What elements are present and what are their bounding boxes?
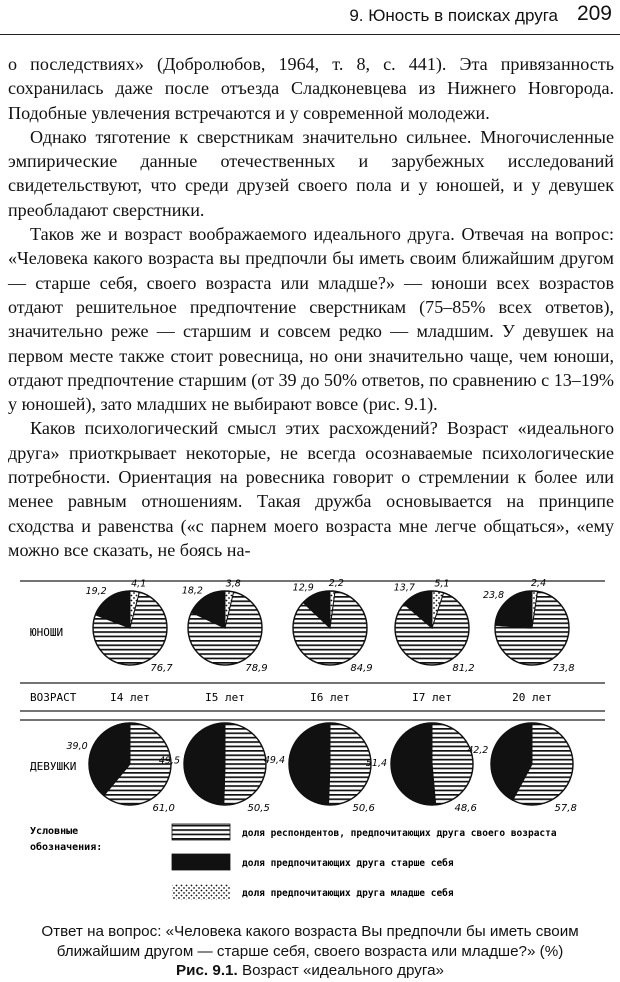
paragraph: Каков психологический смысл этих расхождений? Возраст «идеального друга» приоткрывает некоторые, не всегда осознаваемые психологические потребности. Ориентация на ровесника говорит о стремлении к более или менее равным отношениям. Такая дружба основывается на принципе сходства и равенства («с парнем моего возраста мне легче общаться», «ему можно все сказать, не боясь на- xyxy=(8,418,614,560)
paragraph: Таков же и возраст воображаемого идеального друга. Отвечая на вопрос: «Человека какого возраста вы предпочли бы иметь своим ближайшим другом — старше себя, своего возраста или младше?» — юноши всех возрастов отдают решительное предпочтение сверстникам (75–85% всех ответов), значительно реже — старшим и совсем редко — младшим. У девушек на первом месте также стоит ровесница, но они значительно чаще, чем юноши, отдают предпочтение старшим (от 39 до 50% ответов, по сравнению с 13–19% у юношей), зато младших не выбирают вовсе (рис. 9.1). xyxy=(8,224,614,415)
value-label-older: 51,4 xyxy=(365,757,388,769)
figure-label: Рис. 9.1. xyxy=(176,962,238,979)
pie-slice-same-age xyxy=(432,723,473,805)
legend-swatch-dotted xyxy=(172,884,230,900)
age-label: I7 лет xyxy=(412,691,452,704)
age-row-label: ВОЗРАСТ xyxy=(30,691,77,704)
value-label-older: 39,0 xyxy=(66,740,88,752)
value-label-same: 50,5 xyxy=(247,803,270,814)
caption-line: ближайшим другом — старше себя, своего возраста или младше?» (%) xyxy=(56,942,564,960)
age-label: I6 лет xyxy=(310,691,350,704)
running-title: 9. Юность в поисках друга xyxy=(349,6,558,25)
legend-title: обозначения: xyxy=(30,842,103,853)
figure-caption xyxy=(0,922,620,981)
value-label-older: 49,4 xyxy=(263,755,286,767)
paragraph: Однако тяготение к сверстникам значительно сильнее. Многочисленные эмпирические данные отечественных и зарубежных исследований свидетельствуют, что среди друзей своего пола и у юношей, и у девушек преобладают сверстники. xyxy=(8,126,614,220)
value-label-older: 19,2 xyxy=(85,586,107,598)
value-label-younger: 5,1 xyxy=(434,578,450,590)
pie-slice-older xyxy=(184,723,225,805)
value-label-older: 13,7 xyxy=(393,582,415,594)
pie-slice-same-age xyxy=(224,723,266,805)
value-label-younger: 2,4 xyxy=(531,578,547,590)
value-label-same: 48,6 xyxy=(454,803,477,814)
page-number: 209 xyxy=(576,2,612,25)
row-label-boys: ЮНОШИ xyxy=(30,626,64,639)
pie-slice-older xyxy=(289,723,330,805)
legend-label: доля респондентов, предпочитающих друга своего возраста xyxy=(242,828,557,839)
age-label: I5 лет xyxy=(205,691,245,704)
legend-swatch-striped xyxy=(172,824,230,840)
value-label-older: 12,9 xyxy=(292,582,314,594)
paragraph: о последствиях» (Добролюбов, 1964, т. 8, с. 441). Эта привязанность сохранилась даже после отъезда Сладконевцева из Нижнего Новгорода. Подобные увлечения встречаются и у современной молодежи. xyxy=(8,54,614,123)
legend-label: доля предпочитающих друга младше себя xyxy=(242,888,454,899)
value-label-same: 84,9 xyxy=(350,663,373,674)
age-label: 20 лет xyxy=(512,691,552,704)
caption-title xyxy=(0,961,620,981)
value-label-same: 78,9 xyxy=(245,663,268,674)
value-label-younger: 3,8 xyxy=(225,578,241,590)
value-label-same: 76,7 xyxy=(150,663,173,674)
header-rule xyxy=(0,34,620,35)
legend-label: доля предпочитающих друга старше себя xyxy=(242,858,454,869)
value-label-older: 23,8 xyxy=(482,589,505,601)
row-label-girls: ДЕВУШКИ xyxy=(30,760,77,773)
figure-9-1 xyxy=(0,574,620,919)
running-header xyxy=(0,0,620,34)
legend-swatch-black xyxy=(172,854,230,870)
value-label-older: 49,5 xyxy=(158,755,181,767)
value-label-same: 61,0 xyxy=(152,803,175,814)
body-text xyxy=(8,52,614,562)
figure-title: Возраст «идеального друга» xyxy=(241,962,444,979)
pie-slice-same-age xyxy=(328,723,371,805)
value-label-same: 81,2 xyxy=(452,663,475,674)
pie-slice-older xyxy=(391,723,436,805)
value-label-older: 18,2 xyxy=(181,585,203,597)
value-label-same: 50,6 xyxy=(352,803,375,814)
pie-chart-figure xyxy=(0,574,620,919)
legend-title: Условные xyxy=(30,826,79,837)
value-label-same: 57,8 xyxy=(554,803,577,814)
value-label-younger: 4,1 xyxy=(131,578,147,590)
caption-line: Ответ на вопрос: «Человека какого возраста Вы предпочли бы иметь своим xyxy=(41,923,579,940)
value-label-younger: 2,2 xyxy=(328,578,344,590)
age-label: I4 лет xyxy=(110,691,150,704)
value-label-same: 73,8 xyxy=(552,663,575,674)
value-label-older: 42,2 xyxy=(467,745,489,757)
